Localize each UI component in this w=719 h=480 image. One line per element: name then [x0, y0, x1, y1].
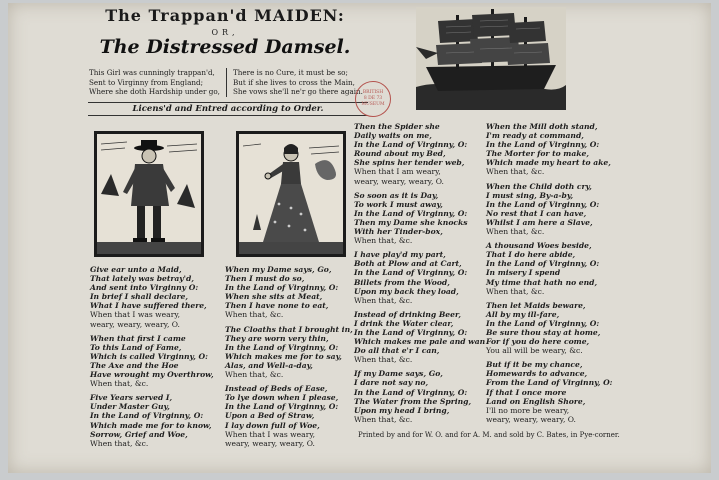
verse-line: Then I have none to eat,: [225, 301, 329, 311]
verse-line: A thousand Woes beside,: [486, 241, 592, 251]
verse-line: If that I once more: [486, 387, 567, 397]
verse-line: Then the Spider she: [354, 122, 440, 131]
verse-line: She spins her tender web,: [354, 158, 465, 168]
ballad-column-3: [354, 122, 485, 429]
verse-line: I lay down full of Woe,: [225, 420, 320, 430]
verse-line: I must sing, By-a-by,: [486, 190, 574, 200]
verse-line: In the Land of Virginny, O:: [486, 140, 600, 150]
verse-line: Be sure thou stay at home,: [486, 327, 601, 337]
verse-line: weary, weary, weary, O.: [225, 438, 315, 448]
stanza: [225, 325, 353, 380]
verse-line: Instead of Beds of Ease,: [225, 384, 328, 394]
verse-line: Sorrow, Grief and Woe,: [90, 429, 188, 439]
intro-line: There is no Cure, it must be so;: [233, 68, 348, 77]
verse-line: Upon my head I bring,: [354, 405, 450, 415]
verse-line: That I do here abide,: [486, 250, 576, 260]
intro-line: This Girl was cunningly trappan'd,: [89, 68, 215, 77]
stamp-line: MUSEUM: [361, 102, 385, 107]
verse-line: weary, weary, weary, O.: [90, 319, 180, 329]
intro-line: Sent to Virginny from England;: [89, 77, 204, 87]
verse-line: When the Mill doth stand,: [486, 122, 598, 131]
verse-line: The Morter for to make,: [486, 149, 589, 159]
verse-line: Which made me for to know,: [90, 420, 212, 430]
verse-line: When that, &c.: [354, 414, 413, 424]
verse-line: weary, weary, weary, O.: [354, 176, 444, 186]
verse-line: Then let Maids beware,: [486, 300, 586, 310]
stanza: [354, 250, 485, 305]
verse-line: Whilst I am here a Slave,: [486, 217, 593, 227]
verse-line: To lye down when I please,: [225, 393, 339, 403]
intro-line: Where she doth Hardship under go,: [89, 87, 220, 97]
verse-line: Five Years served I,: [90, 393, 173, 403]
stanza: [486, 241, 613, 296]
verse-line: Under Master Guy,: [90, 402, 170, 412]
verse-line: Billets from the Wood,: [354, 277, 450, 287]
intro-right: [226, 68, 363, 97]
verse-line: My time that hath no end,: [486, 277, 598, 287]
verse-line: That lately was betray'd,: [90, 274, 194, 284]
stanza: [354, 369, 485, 424]
verse-line: When that, &c.: [354, 295, 413, 305]
verse-line: For if you do here come,: [486, 337, 590, 347]
verse-line: When that I was weary,: [90, 310, 181, 320]
verse-line: Then my Dame she knocks: [354, 217, 468, 227]
verse-line: weary, weary, weary, O.: [486, 414, 576, 424]
verse-line: In the Land of Virginny, O:: [354, 387, 468, 397]
verse-line: Round about my Bed,: [354, 149, 446, 159]
verse-line: In the Land of Virginny, O:: [225, 342, 339, 352]
verse-line: In misery I spend: [486, 268, 561, 278]
verse-line: When that, &c.: [225, 310, 284, 320]
verse-line: When that first I came: [90, 333, 186, 343]
verse-line: From the Land of Virginny, O:: [486, 378, 613, 388]
verse-line: No rest that I can have,: [486, 208, 587, 218]
ballad-column-4: [486, 122, 613, 429]
verse-line: Daily waits on me,: [354, 131, 432, 141]
stanza: [486, 182, 613, 237]
intro-left: [89, 68, 220, 97]
verse-line: When that I was weary,: [225, 429, 316, 439]
verse-line: Instead of drinking Beer,: [354, 309, 462, 319]
verse-line: When that, &c.: [90, 438, 149, 448]
title-or: OR,: [211, 28, 239, 37]
verse-line: Give ear unto a Maid,: [90, 265, 182, 274]
title-line-1: The Trappan'd MAIDEN:: [105, 6, 345, 25]
verse-line: When she sits at Meat,: [225, 292, 323, 302]
verse-line: In the Land of Virginny, O:: [354, 208, 468, 218]
verse-line: I'm ready at command,: [486, 131, 584, 141]
man-woodcut: [94, 131, 204, 257]
verse-line: In the Land of Virginny, O:: [354, 268, 468, 278]
verse-line: When that, &c.: [486, 227, 545, 237]
intro-line: But if she lives to cross the Main,: [233, 77, 355, 87]
verse-line: In the Land of Virginny, O:: [486, 318, 600, 328]
verse-line: In the Land of Virginny, O:: [486, 199, 600, 209]
verse-line: I dare not say no,: [354, 378, 429, 388]
stanza: [486, 122, 613, 177]
verse-line: Upon a Bed of Straw,: [225, 411, 315, 421]
verse-line: To work I must away,: [354, 199, 443, 209]
verse-line: Have wrought my Overthrow,: [90, 370, 214, 380]
stanza: [90, 334, 214, 389]
stanza: [354, 310, 485, 365]
licensed-line: Licens'd and Entred according to Order.: [88, 102, 368, 116]
broadside-sheet: [8, 3, 711, 473]
verse-line: When that, &c.: [486, 286, 545, 296]
verse-line: And sent into Virginny O:: [90, 283, 199, 293]
verse-line: The Cloaths that I brought in,: [225, 324, 353, 334]
verse-line: When that, &c.: [486, 167, 545, 177]
verse-line: In the Land of Virginny, O:: [225, 402, 339, 412]
verse-line: In the Land of Virginny, O:: [225, 283, 339, 293]
verse-line: Which made my heart to ake,: [486, 158, 611, 168]
verse-line: When that I am weary,: [354, 167, 441, 177]
verse-line: When that, &c.: [225, 370, 284, 380]
stamp-line: 8 DE 73: [363, 96, 383, 101]
stanza: [486, 301, 613, 356]
stanza: [486, 360, 613, 424]
verse-line: I drink the Water clear,: [354, 318, 454, 328]
verse-line: When that, &c.: [354, 355, 413, 365]
verse-line: I'll no more be weary,: [486, 405, 570, 415]
ballad-column-2: [225, 265, 353, 453]
verse-line: All by my ill-fare,: [486, 309, 560, 319]
verse-line: But if it be my chance,: [486, 360, 583, 370]
verse-line: Which is called Virginny, O:: [90, 351, 208, 361]
verse-line: What I have suffered there,: [90, 301, 207, 311]
verse-line: In the Land of Virginny, O:: [90, 411, 204, 421]
verse-line: Both at Plow and at Cart,: [354, 259, 462, 269]
verse-line: When the Child doth cry,: [486, 181, 592, 191]
verse-line: With her Tinder-box,: [354, 227, 443, 237]
stanza: [90, 265, 214, 329]
verse-line: So soon as it is Day,: [354, 190, 439, 200]
verse-line: The Water from the Spring,: [354, 396, 472, 406]
verse-line: Homewards to advance,: [486, 369, 588, 379]
verse-line: You all will be weary, &c.: [486, 346, 583, 356]
verse-line: Which makes me for to say,: [225, 351, 342, 361]
verse-line: Upon my back they load,: [354, 286, 459, 296]
verse-line: The Axe and the Hoe: [90, 360, 179, 370]
verse-line: To this Land of Fame,: [90, 342, 182, 352]
verse-line: In brief I shall declare,: [90, 292, 189, 302]
verse-line: In the Land of Virginny, O:: [486, 259, 600, 269]
imprint: Printed by and for W. O. and for A. M. and sold by C. Bates, in Pye-corner.: [358, 431, 620, 439]
stanza: [90, 393, 214, 448]
verse-line: When my Dame says, Go,: [225, 265, 332, 274]
stamp-line: BRITISH: [362, 90, 384, 95]
stanza: [354, 191, 485, 246]
title-line-2: The Distressed Damsel.: [99, 36, 351, 58]
verse-line: They are worn very thin,: [225, 333, 329, 343]
verse-line: Then I must do so,: [225, 274, 305, 284]
verse-line: In the Land of Virginny, O:: [354, 327, 468, 337]
ship-woodcut: [416, 7, 566, 110]
ballad-column-1: [90, 265, 214, 453]
verse-line: When that, &c.: [354, 236, 413, 246]
verse-line: If my Dame says, Go,: [354, 369, 443, 379]
verse-line: I have play'd my part,: [354, 250, 446, 260]
stanza: [225, 384, 353, 448]
verse-line: Do all that e'r I can,: [354, 346, 440, 356]
verse-line: Alas, and Well-a-day,: [225, 360, 313, 370]
stanza: [225, 265, 353, 320]
stanza: [354, 122, 485, 186]
verse-line: In the Land of Virginny, O:: [354, 140, 468, 150]
intro-line: She vows she'll ne'r go there again.: [233, 87, 363, 97]
woman-woodcut: [236, 131, 346, 257]
verse-line: Which makes me pale and wan: [354, 337, 486, 347]
museum-stamp: [355, 81, 391, 117]
verse-line: Land on English Shore,: [486, 396, 586, 406]
verse-line: When that, &c.: [90, 379, 149, 389]
